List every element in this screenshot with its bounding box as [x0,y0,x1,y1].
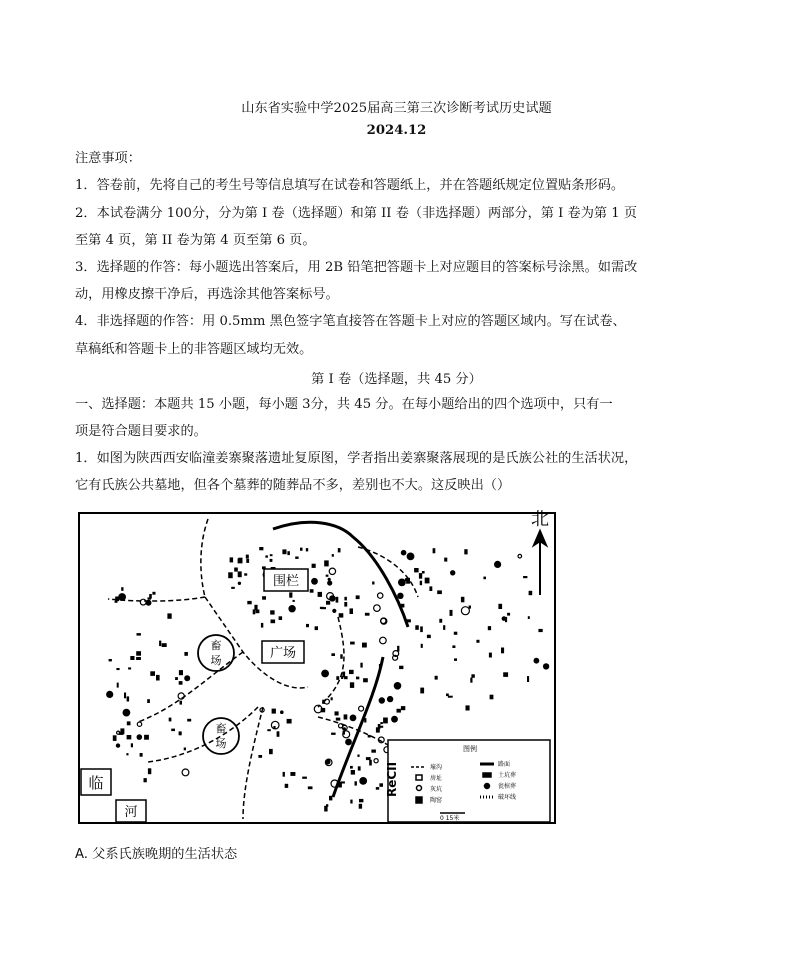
feature-mark [439,619,442,623]
feature-mark [464,549,467,554]
feature-mark [180,701,183,705]
feature-mark [444,558,447,562]
feature-mark [127,696,130,701]
feature-mark [349,670,354,674]
feature-mark [230,557,234,562]
feature-mark [280,710,284,714]
feature-mark [327,580,332,585]
feature-mark [247,601,251,604]
feature-mark [159,641,161,647]
feature-mark [527,676,529,682]
feature-mark [415,625,419,630]
feature-mark [144,778,147,782]
feature-mark [356,595,360,599]
pen-1-label-bottom: 场 [210,654,222,667]
feature-mark [184,652,188,656]
feature-mark [136,657,141,660]
feature-mark [147,699,150,703]
feature-mark [124,693,126,699]
feature-mark [345,739,352,746]
legend-item-6: 土坑葬 [498,772,517,779]
feature-mark [454,658,457,661]
feature-mark [270,559,273,562]
feature-mark [338,782,342,788]
feature-mark [115,601,118,603]
section-intro-a: 一、选择题：本题共 15 小题，每小题 3分，共 45 分。在每小题给出的四个选项中，只有一 [75,397,613,412]
feature-mark [328,578,331,581]
feature-mark [450,610,453,616]
feature-mark [407,553,415,561]
feature-mark [401,550,407,556]
feature-mark [246,555,249,559]
feature-mark [372,582,374,585]
feature-mark [344,602,347,607]
feature-mark [109,659,112,661]
feature-mark [315,626,318,630]
notice-item-4a: 4．非选择题的作答：用 0.5mm 黑色签字笔直接答在答题卡上对应的答题区域内。写在试卷、 [75,314,626,329]
notice-heading: 注意事项： [75,151,141,166]
feature-mark [341,676,343,679]
feature-mark [362,781,366,784]
feature-mark [320,607,324,609]
legend-item-5: 路面 [498,761,511,768]
feature-mark [117,683,119,688]
pen-1-label-top: 畜 [210,639,222,652]
notice-item-3a: 3．选择题的作答：每小题选出答案后，用 2B 铅笔把答题卡上对应题目的答案标号涂黑。如需改 [75,260,638,275]
feature-mark [503,672,508,677]
feature-mark [254,605,257,610]
feature-mark [380,722,383,724]
feature-mark [187,719,191,722]
square-label: 广场 [269,646,297,661]
feature-mark [131,743,133,747]
feature-mark [399,666,403,669]
north-arrow [525,507,555,597]
feature-mark [489,653,492,658]
feature-mark [397,709,401,713]
feature-mark [137,734,143,740]
feature-mark [476,640,479,643]
feature-mark [290,772,295,776]
feature-mark [312,564,316,568]
feature-mark [368,735,371,738]
legend [385,740,550,822]
feature-mark [425,578,430,584]
exam-date: 2024.12 [366,123,427,138]
feature-mark [271,620,276,624]
feature-mark [262,596,266,600]
feature-mark [335,711,339,715]
feature-mark [113,735,117,741]
feature-mark [270,554,273,556]
feature-mark [148,768,151,774]
feature-mark [339,613,344,617]
feature-mark [362,643,367,648]
feature-mark [175,677,178,680]
notice-item-2b: 至第 4 页，第 II 卷为第 4 页至第 6 页。 [75,233,316,248]
feature-mark [387,696,393,702]
notice-item-3b: 动，用橡皮擦干净后，再选涂其他答案标号。 [75,287,339,302]
feature-mark [332,609,336,613]
legend-item-8: 破坏线 [498,794,517,801]
feature-mark [360,663,362,668]
feature-mark [483,577,486,580]
feature-mark [422,571,425,574]
section-intro-b: 项是符合题目要求的。 [75,424,207,439]
feature-mark [369,760,372,766]
feature-mark [321,670,329,678]
feature-mark [238,571,242,577]
feature-mark [358,766,361,770]
feature-mark [130,656,134,660]
feature-mark [420,688,424,694]
feature-mark [288,605,295,612]
feature-mark [470,678,472,683]
feature-mark [507,613,510,616]
feature-mark [429,586,432,591]
feature-mark [351,770,355,775]
feature-mark [244,573,247,575]
settlement-map [78,507,556,827]
feature-mark [454,632,458,635]
feature-mark [379,664,382,668]
feature-mark [306,548,308,551]
feature-mark [359,804,362,809]
feature-mark [329,595,335,601]
feature-mark [414,568,419,572]
feature-mark [293,600,295,602]
feature-mark [306,624,309,627]
north-label: 北 [531,509,549,530]
feature-mark [282,549,286,554]
feature-mark [311,578,318,585]
feature-mark [116,743,120,747]
feature-mark [405,578,409,581]
feature-mark [326,804,328,807]
feature-mark [344,597,347,601]
feature-mark [277,731,280,737]
question-1-option-a: A. 父系氏族晚期的生活状态 [75,847,238,862]
feature-mark [505,617,507,622]
feature-mark [397,593,403,599]
feature-mark [452,645,455,648]
feature-mark [332,554,334,557]
feature-mark [321,708,326,712]
feature-mark [265,555,268,557]
feature-mark [338,548,341,552]
feature-mark [259,547,263,550]
section-title: 第 I 卷（选择题，共 45 分） [311,372,482,387]
feature-mark [371,750,376,753]
feature-mark [350,715,357,722]
legend-item-2: 房址 [430,775,443,782]
feature-mark [359,799,363,802]
feature-mark [140,753,143,757]
feature-mark [427,635,431,638]
legend-item-4: 陶窑 [430,797,443,804]
feature-mark [420,581,422,586]
feature-mark [231,587,235,589]
feature-mark [538,629,542,632]
feature-mark [326,601,330,605]
feature-mark [228,572,233,578]
feature-mark [364,718,366,722]
feature-mark [322,700,325,704]
feature-mark [246,559,249,563]
feature-mark [407,619,411,622]
feature-mark [184,675,190,681]
feature-mark [171,729,175,732]
feature-mark [419,573,422,579]
feature-mark [379,697,385,703]
feature-mark [289,592,292,597]
feature-mark [121,587,123,591]
feature-mark [350,682,354,688]
north-arrow-icon [534,531,546,595]
feature-mark [115,597,119,602]
feature-mark [156,675,160,681]
feature-mark [350,766,353,769]
feature-mark [394,682,402,690]
feature-mark [336,676,339,680]
feature-mark [365,613,370,616]
feature-mark [106,691,113,698]
notice-item-2a: 2．本试卷满分 100分，分为第 I 卷（选择题）和第 II 卷（非选择题）两部分，第 I 卷为第 1 页 [75,206,638,221]
feature-mark [488,626,491,630]
feature-mark [498,604,502,609]
feature-mark [443,625,445,630]
feature-mark [420,626,423,632]
feature-mark [331,733,336,735]
feature-mark [136,651,141,656]
feature-mark [302,777,307,779]
feature-mark [433,548,436,553]
feature-mark [267,729,271,731]
feature-mark [169,718,172,722]
feature-mark [383,718,388,724]
legend-scale: 0 15米 [440,815,460,822]
feature-mark [350,800,352,804]
feature-mark [179,670,183,675]
feature-mark [331,653,335,656]
feature-mark [494,561,501,568]
feature-mark [300,548,303,551]
feature-mark [391,716,398,723]
feature-mark [258,755,262,758]
feature-mark [336,597,339,603]
feature-mark [344,714,348,719]
legend-side-mark: ReCII [385,761,399,797]
feature-mark [376,787,379,790]
feature-mark [287,551,290,555]
feature-mark [324,560,329,566]
feature-mark [344,676,348,679]
feature-mark [355,781,357,785]
feature-mark [379,783,383,787]
feature-mark [329,796,332,801]
feature-mark [127,735,132,739]
feature-mark [179,731,182,735]
feature-mark [363,678,368,682]
notice-item-1: 1．答卷前，先将自己的考生号等信息填写在试卷和答题纸上，并在答题纸规定位置贴条形码。 [75,178,625,193]
feature-mark [331,697,333,700]
he-label: 河 [124,805,138,820]
feature-mark [152,592,155,595]
feature-mark [448,696,453,698]
feature-mark [127,721,131,725]
feature-mark [149,594,152,599]
feature-mark [366,757,371,760]
feature-mark [150,671,155,676]
feature-mark [279,616,283,620]
legend-item-3: 灰坑 [430,786,443,793]
feature-mark [238,582,241,585]
feature-mark [295,557,298,559]
feature-mark [283,772,285,777]
feature-mark [435,676,438,680]
feature-mark [308,786,313,789]
feature-mark [350,608,354,614]
feature-mark [285,784,289,788]
question-1-stem-b: 它有氏族公共墓地，但各个墓葬的随葬品不多，差别也不大。这反映出（） [75,478,511,493]
feature-mark [261,623,263,628]
feature-mark [336,718,341,721]
legend-title: 图例 [463,745,477,753]
feature-mark [310,589,314,593]
feature-mark [466,705,470,710]
exam-title: 山东省实验中学2025届高三第三次诊断考试历史试题 [241,101,552,116]
feature-mark [272,709,276,714]
feature-mark [116,668,119,670]
feature-mark [270,610,274,614]
feature-mark [450,570,455,575]
feature-mark [401,604,405,608]
feature-mark [340,654,342,659]
feature-mark [184,748,186,751]
feature-mark [469,606,471,609]
feature-mark [326,575,329,577]
feature-mark [318,592,322,597]
fence-label: 围栏 [272,574,300,589]
feature-mark [234,568,238,572]
feature-mark [162,643,167,647]
feature-mark [437,590,442,594]
feature-mark [471,674,474,678]
feature-mark [144,735,149,740]
legend-item-7: 瓮棺葬 [498,783,517,790]
feature-mark [128,667,131,669]
pen-2-label-top: 畜 [215,722,227,735]
feature-mark [534,658,540,664]
feature-mark [376,727,380,732]
feature-mark [137,633,141,636]
feature-mark [123,709,131,717]
legend-item-1: 壕沟 [430,764,443,771]
feature-mark [543,663,549,669]
feature-mark [490,695,494,700]
feature-mark [119,732,124,735]
feature-mark [356,677,359,680]
question-1-stem-a: 1．如图为陕西西安临潼姜寨聚落遗址复原图，学者指出姜寨聚落展现的是氏族公社的生活状况， [75,451,638,466]
feature-mark [238,558,242,564]
feature-mark [350,642,355,645]
feature-mark [501,648,504,654]
feature-mark [269,749,273,754]
feature-mark [126,753,128,755]
feature-mark [401,706,405,710]
feature-mark [167,613,171,618]
lin-label: 临 [88,774,104,792]
feature-mark [287,719,292,724]
feature-mark [528,616,530,619]
feature-mark [118,593,126,601]
notice-item-4b: 草稿纸和答题卡上的非答题区域均无效。 [75,342,313,357]
feature-mark [421,644,423,648]
pen-2-label-bottom: 场 [215,737,227,750]
feature-mark [179,681,183,685]
feature-mark [461,597,465,603]
feature-mark [357,755,359,757]
